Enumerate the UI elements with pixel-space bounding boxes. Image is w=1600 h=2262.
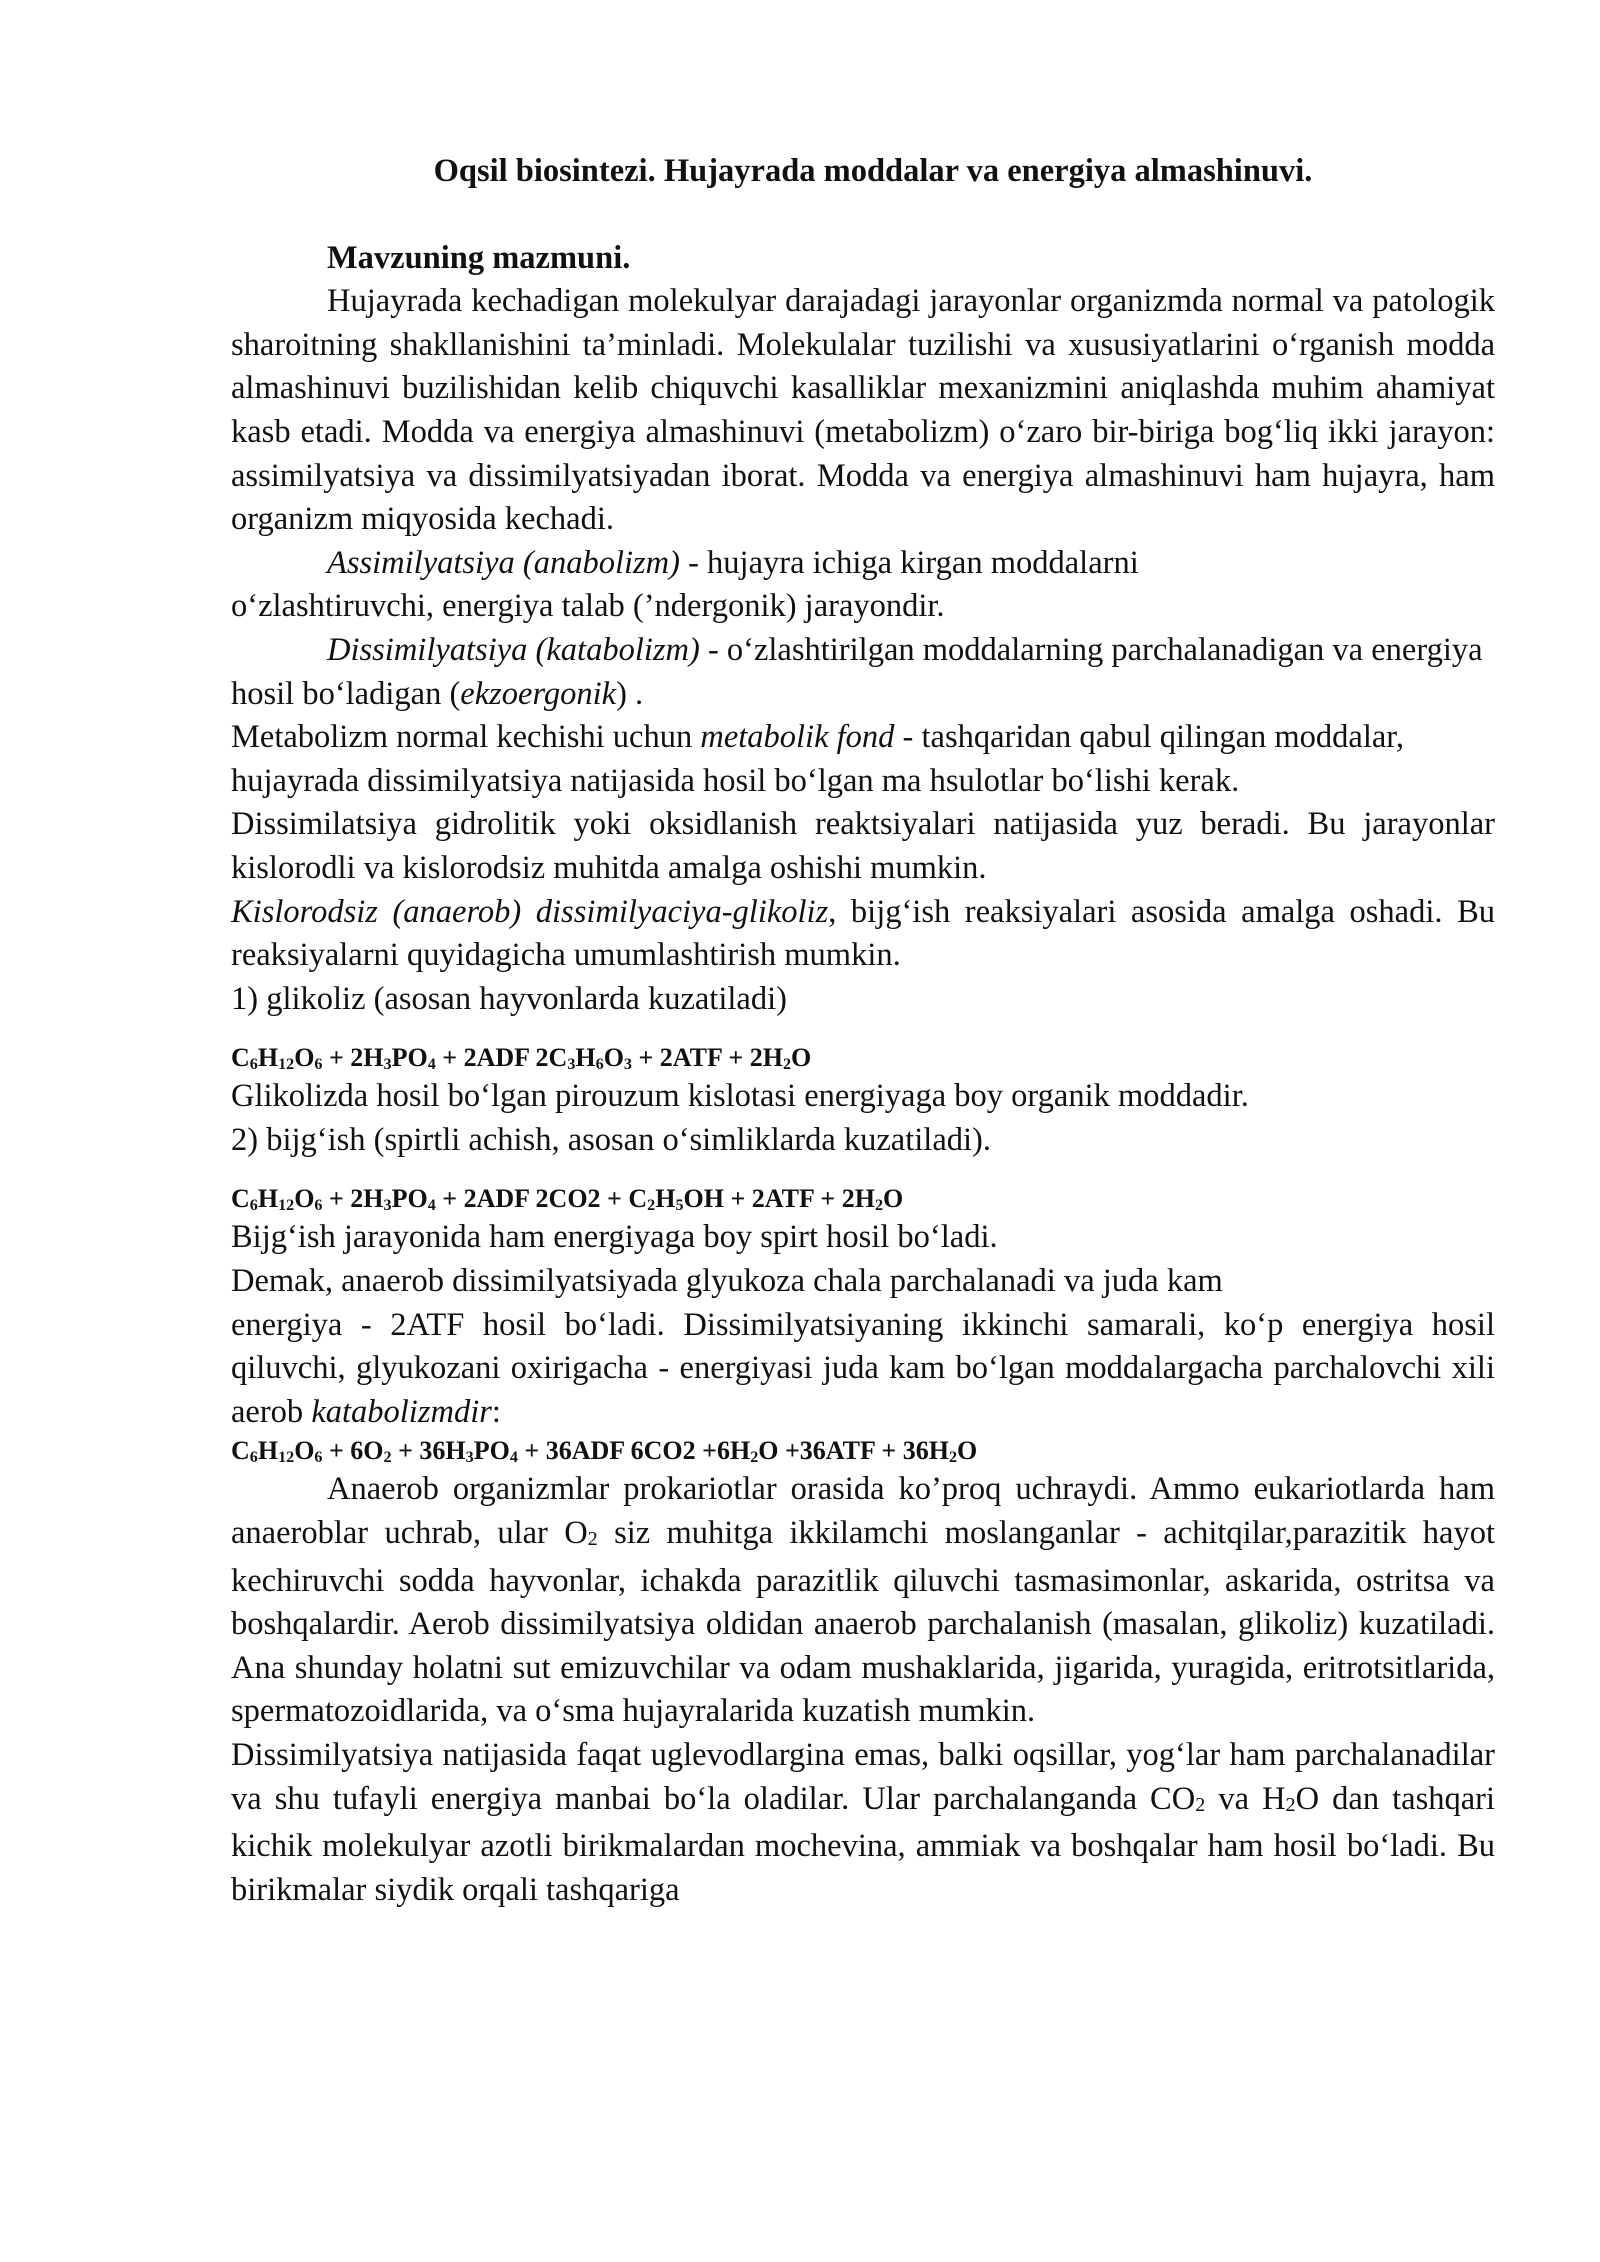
formula-subscript: 2 [750, 1449, 759, 1467]
formula-subscript: 4 [427, 1056, 436, 1074]
subscript-h2o: 2 [1285, 1794, 1296, 1816]
formula-subscript: 2 [782, 1056, 792, 1074]
document-body [231, 150, 1495, 1912]
conclusion-end: : [491, 1393, 501, 1430]
formula-subscript: 6 [249, 1197, 258, 1215]
paragraph-assimilation-line2: o‘zlashtiruvchi, energiya talab (’ndergonik) jarayondir. [231, 588, 945, 625]
paragraph-anaerob [231, 891, 1495, 978]
anaerob-organisms-b: siz muhitga ikkilamchi moslanganlar - achitqilar,parazitik hayot kechiruvchi sodda hayvonlar, ichakda parazitlik qiluvchi tasmasimonlar, askarida, ostritsa va boshqalardir. Aerob dissimilyatsiya oldidan anaerob parchalanish (masalan, glikoliz) kuzatiladi. Ana shunday holatni sut emizuvchilar va odam mushaklarida, jigarida, yuragida, eritrotsitlarida, spermatozoidlarida, va o‘sma hujayralarida kuzatish mumkin. [231, 1515, 1496, 1730]
formula-subscript: 6 [595, 1056, 604, 1074]
dissimilation-definition: - o‘zlashtirilgan moddalarning parchalanadigan va energiya hosil bo‘ladigan ( [231, 631, 1483, 712]
paragraph-metabolic-fund [231, 716, 1495, 803]
subscript-co2: 2 [1195, 1794, 1206, 1816]
proteins-fats-c: O dan tashqari kichik molekulyar azotli birikmalardan mochevina, ammiak va boshqalar ham hosil bo‘ladi. Bu birikmalar siydik orqali tashqariga [231, 1780, 1495, 1908]
formula-subscript: 4 [427, 1197, 436, 1215]
formula-glycolysis: $C_6H_{12}O_6 + 2H_3PO_4 + 2ADF$ $2C_3H_6O_3 + 2ATF + 2H_2O$ [231, 1043, 812, 1074]
formula-subscript: 5 [675, 1197, 684, 1215]
formula-subscript: 3 [567, 1056, 576, 1074]
formula-subscript: 3 [465, 1449, 474, 1467]
paragraph-fermentation-result: Bijg‘ish jarayonida ham energiyaga boy spirt hosil bo‘ladi. [231, 1219, 998, 1256]
formula-subscript: 3 [383, 1056, 392, 1074]
metabolic-fund-start: Metabolizm normal kechishi uchun [231, 719, 701, 756]
term-anaerob-glycolysis: Kislorodsiz (anaerob) dissimilyaciya-glikoliz [231, 893, 829, 930]
formula-subscript: 2 [874, 1197, 883, 1215]
document-title: Oqsil biosintezi. Hujayrada moddalar va energiya almashinuvi. [433, 153, 1313, 189]
paragraph-intro: Hujayrada kechadigan molekulyar darajadagi jarayonlar organizmda normal va patologik sharoitning shakllanishini ta’minladi. Molekulalar tuzilishi va xususiyatlarini o‘rganish modda almashinuvi buzilishidan kelib chiquvchi kasalliklar mexanizmini aniqlashda muhim ahamiyat kasb etadi. Modda va energiya almashinuvi (metabolizm) o‘zaro bir-biriga bog‘liq ikki jarayon: assimilyatsiya va dissimilyatsiyadan iborat. Modda va energiya almashinuvi ham hujayra, ham organizm miqyosida kechadi. [231, 283, 1495, 538]
section-heading: Mavzuning mazmuni. [327, 239, 631, 276]
dissimilation-end: ) . [616, 675, 644, 712]
conclusion-rest: energiya - 2ATF hosil bo‘ladi. Dissimilyatsiyaning ikkinchi samarali, ko‘p energiya hosil qiluvchi, glyukozani oxirigacha - energiyasi juda kam bo‘lgan moddalargacha parchalovchi xili aerob [231, 1306, 1495, 1430]
formula-subscript: 3 [623, 1056, 632, 1074]
paragraph-conclusion [231, 1304, 1495, 1435]
formula-subscript: 2 [647, 1197, 656, 1215]
formula-subscript: 4 [509, 1449, 518, 1467]
formula-subscript: 3 [383, 1197, 392, 1215]
formula-subscript: 2 [383, 1449, 392, 1467]
term-assimilation: Assimilyatsiya (anabolizm) [327, 544, 680, 581]
formula-subscript: 6 [314, 1449, 323, 1467]
formula-subscript: 12 [278, 1449, 295, 1467]
paragraph-anaerob-organisms [231, 1468, 1495, 1734]
paragraph-dissimilation [231, 629, 1495, 716]
term-catabolism: katabolizmdir [311, 1393, 492, 1430]
formula-subscript: 6 [314, 1056, 323, 1074]
term-metabolic-fund: metabolik fond [700, 719, 895, 756]
paragraph-dissimilation-types: Dissimilatsiya gidrolitik yoki oksidlanish reaktsiyalari natijasida yuz beradi. Bu jarayonlar kislorodli va kislorodsiz muhitda amalga oshishi mumkin. [231, 806, 1495, 886]
subscript-o2: 2 [587, 1528, 598, 1551]
formula-subscript: 6 [249, 1449, 258, 1467]
list-item-fermentation: 2) bijg‘ish (spirtli achish, asosan o‘simliklarda kuzatiladi). [231, 1121, 991, 1158]
term-dissimilation: Dissimilyatsiya (katabolizm) [327, 631, 700, 668]
paragraph-glycolysis-result: Glikolizda hosil bo‘lgan pirouzum kislotasi energiyaga boy organik moddadir. [231, 1078, 1249, 1115]
formula-subscript: 2 [948, 1449, 958, 1467]
paragraph-proteins-fats [231, 1734, 1495, 1912]
anaerob-organisms-a: Anaerob organizmlar prokariotlar orasida ko’proq uchraydi. Ammo eukariotlarda ham anaeroblar uchrab, ular O [231, 1471, 1495, 1552]
assimilation-definition: - hujayra ichiga kirgan moddalarni [679, 544, 1139, 581]
term-exoergonic: ekzoergonik [460, 675, 617, 712]
proteins-fats-a: Dissimilyatsiya natijasida faqat uglevodlargina emas, balki oqsillar, yog‘lar ham parchalanadilar va shu tufayli energiya manbai bo‘la oladilar. Ular parchalanganda CO [231, 1737, 1495, 1817]
metabolic-fund-rest: - tashqaridan qabul qilingan moddalar, hujayrada dissimilyatsiya natijasida hosil bo‘lgan ma hsulotlar bo‘lishi kerak. [231, 719, 1404, 799]
list-item-glycolysis: 1) glikoliz (asosan hayvonlarda kuzatiladi) [231, 980, 787, 1017]
formula-subscript: 6 [249, 1056, 258, 1074]
paragraph-assimilation-line1 [231, 542, 1495, 586]
formula-subscript: 12 [278, 1197, 295, 1215]
formula-subscript: 6 [314, 1197, 323, 1215]
formula-aerobic: $C_6H_{12}O_6 + 6O_2 + 36H_3PO_4 + 36ADF$ $6CO2 +6H_2O +36ATF + 36H_2O$ [231, 1436, 978, 1467]
anaerob-rest: , bijg‘ish reaksiyalari asosida amalga oshadi. Bu reaksiyalarni quyidagicha umumlashtirish mumkin. [231, 893, 1495, 974]
paragraph-conclusion-line1: Demak, anaerob dissimilyatsiyada glyukoza chala parchalanadi va juda kam [231, 1263, 1223, 1300]
proteins-fats-b: va H [1205, 1780, 1286, 1817]
formula-subscript: 12 [278, 1056, 295, 1074]
formula-fermentation: $C_6H_{12}O_6 + 2H_3PO_4 + 2ADF$ $2CO2 + C_2H_5OH + 2ATF + 2H_2O$ [231, 1184, 904, 1215]
